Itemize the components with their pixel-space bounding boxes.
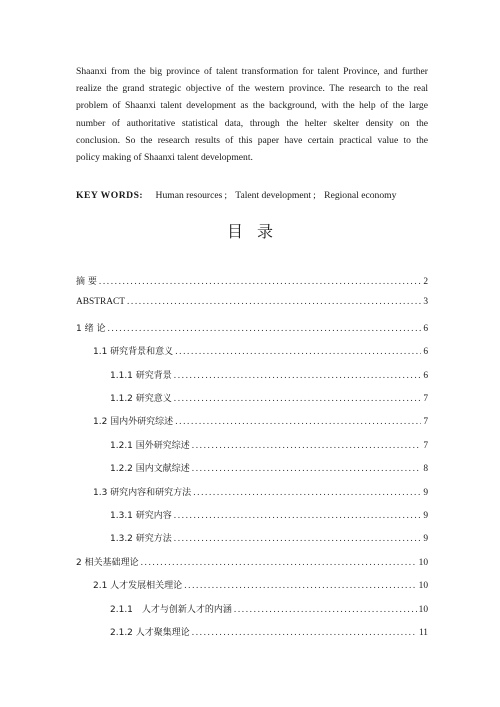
toc-entry-page: 6	[423, 347, 428, 358]
toc-leader-dots	[175, 347, 421, 357]
toc-entry[interactable]	[93, 344, 428, 360]
toc-entry[interactable]	[110, 602, 428, 618]
toc-leader-dots	[192, 464, 422, 474]
toc-leader-dots	[107, 324, 421, 334]
toc-entry[interactable]	[110, 625, 428, 641]
keywords-line	[76, 190, 398, 201]
toc-entry-page: 7	[423, 394, 428, 404]
toc-entry[interactable]	[93, 578, 428, 594]
toc-entry-label: 1.2 国内外研究综述	[93, 417, 174, 428]
toc-entry-label: 1.3.1 研究内容	[110, 511, 172, 521]
toc-entry[interactable]	[110, 438, 428, 454]
toc-entry-label: 2 相关基础理论	[76, 557, 139, 568]
keyword: Human resources	[155, 190, 223, 201]
toc-leader-dots	[193, 488, 421, 498]
toc-entry-label: 2.1 人才发展相关理论	[93, 581, 183, 592]
toc-entry-label: 1.1 研究背景和意义	[93, 347, 174, 358]
keyword-separator: ;	[224, 190, 228, 201]
toc-entry-label: 1.1.2 研究意义	[110, 394, 172, 404]
abstract-line: number of authoritative statistical data, through the helter skelter density on the	[76, 117, 428, 129]
toc-entry-page: 9	[423, 487, 428, 498]
toc-entry-page: 10	[418, 581, 428, 592]
toc-entry[interactable]	[76, 274, 428, 290]
keyword: Regional economy	[324, 190, 397, 201]
toc-leader-dots	[99, 277, 421, 287]
toc-leader-dots	[192, 441, 422, 451]
toc-entry-label: 1.3.2 研究方法	[110, 534, 172, 545]
toc-entry[interactable]	[93, 485, 428, 501]
toc-entry-label: 1.2.1 国外研究综述	[110, 440, 190, 451]
toc-leader-dots	[184, 581, 416, 591]
toc-entry-page: 2	[423, 277, 428, 287]
toc-entry-page: 9	[423, 511, 428, 521]
toc-entry-page: 7	[423, 417, 428, 428]
toc-leader-dots	[127, 297, 421, 307]
toc-entry-page: 7	[423, 440, 428, 451]
toc-entry[interactable]	[110, 368, 428, 384]
toc-entry-page: 8	[423, 464, 428, 475]
abstract-line: policy making of Shaanxi talent development.	[76, 152, 253, 164]
keywords-label: KEY WORDS:	[76, 190, 144, 201]
keyword-separator: ;	[313, 190, 316, 201]
toc-entry-page: 9	[423, 534, 428, 545]
toc-entry-page: 10	[418, 604, 428, 615]
toc-leader-dots	[234, 605, 417, 615]
keyword: Talent development	[235, 190, 312, 201]
toc-entry[interactable]	[76, 297, 428, 313]
toc-leader-dots	[141, 558, 417, 568]
abstract-line: realize the grand strategic objective of the western province. The research to the real	[76, 83, 428, 95]
toc-title: 目录	[226, 222, 287, 241]
toc-entry-page: 11	[418, 628, 428, 638]
toc-leader-dots	[175, 417, 421, 427]
abstract-line: problem of Shaanxi talent development as the background, with the help of the large	[76, 100, 428, 112]
toc-leader-dots	[174, 534, 422, 544]
toc-entry-label: 1.1.1 研究背景	[110, 370, 172, 381]
toc-entry[interactable]	[76, 321, 428, 337]
toc-entry[interactable]	[110, 461, 428, 477]
toc-entry-label: ABSTRACT	[76, 297, 125, 308]
abstract-paragraph	[76, 63, 428, 166]
toc-entry-label: 1.2.2 国内文献综述	[110, 464, 190, 475]
abstract-line: conclusion. So the research results of this paper have certain practical value to the	[76, 134, 428, 146]
toc-entry[interactable]	[110, 391, 428, 407]
toc-entry[interactable]	[110, 531, 428, 547]
toc-leader-dots	[192, 628, 417, 638]
toc-entry-page: 6	[423, 323, 428, 334]
toc-entry-page: 10	[418, 557, 428, 568]
toc-leader-dots	[174, 371, 422, 381]
toc-entry-label: 1 绪 论	[76, 323, 106, 334]
toc-entry-page: 6	[423, 370, 428, 381]
toc-entry[interactable]	[76, 555, 428, 571]
toc-entry-label: 2.1.2 人才聚集理论	[110, 628, 190, 638]
toc-entry-page: 3	[423, 297, 428, 308]
toc-entry-label: 2.1.1 人才与创新人才的内涵	[110, 604, 232, 615]
toc-entry-label: 1.3 研究内容和研究方法	[93, 487, 192, 498]
toc-entry-label: 摘 要	[76, 277, 97, 287]
toc-entry[interactable]	[110, 508, 428, 524]
toc-leader-dots	[174, 394, 422, 404]
toc-entry[interactable]	[93, 414, 428, 430]
toc-leader-dots	[174, 511, 422, 521]
abstract-line: Shaanxi from the big province of talent transformation for talent Province, and further	[76, 66, 428, 77]
